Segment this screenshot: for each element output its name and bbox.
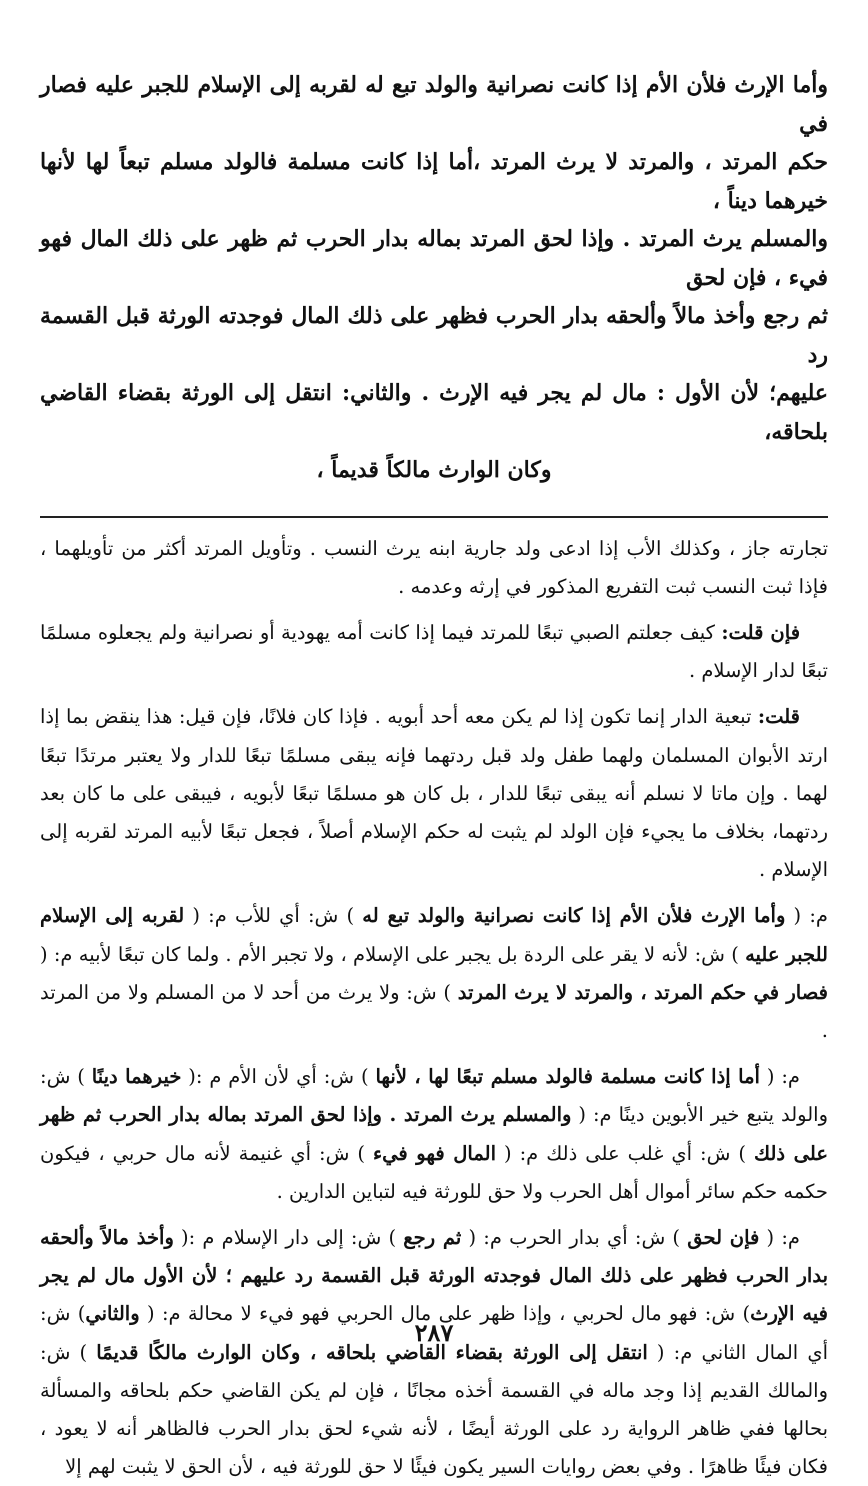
commentary-text: ) ش: إلى دار الإسلام م :( bbox=[174, 1226, 403, 1249]
commentary-paragraph bbox=[40, 1219, 828, 1486]
quoted-text: والثاني bbox=[85, 1302, 139, 1325]
quoted-text: انتقل إلى الورثة بقضاء القاضي بلحاقه ، وكان الوارث مالكًا قديمًا bbox=[96, 1341, 648, 1364]
quoted-text: المال فهو فيء bbox=[373, 1142, 496, 1165]
question-label: فإن قلت: bbox=[721, 621, 800, 644]
commentary-text: ) ش: أي بدار الحرب م: ( bbox=[461, 1226, 687, 1249]
page-number: ٢٨٧ bbox=[0, 1318, 868, 1347]
quoted-text: فصار في حكم المرتد ، والمرتد لا يرث المرتد bbox=[458, 981, 828, 1004]
marker: م: ( bbox=[785, 904, 828, 927]
commentary-paragraph bbox=[40, 698, 828, 889]
commentary-text: ) ش: لأنه لا يقر على الردة بل يجبر على الإسلام ، ولا تجبر الأم . ولما كان تبعًا لأبيه م: ( bbox=[40, 943, 745, 966]
commentary-text: ) ش: أي لأن الأم م :( bbox=[181, 1065, 375, 1088]
commentary-text: ) ش: أي غنيمة لأنه مال حربي ، فيكون حكمه حكم سائر أموال أهل الحرب ولا حق للورثة فيه لتباين الدارين . bbox=[40, 1142, 828, 1203]
quoted-text: أما إذا كانت مسلمة فالولد مسلم تبعًا لها ، لأنها bbox=[375, 1065, 760, 1088]
main-text-line: ثم رجع وأخذ مالاً وألحقه بدار الحرب فظهر على ذلك المال فوجدته الورثة قبل القسمة رد bbox=[40, 297, 828, 374]
main-text-line: حكم المرتد ، والمرتد لا يرث المرتد ،أما إذا كانت مسلمة فالولد مسلم تبعاً لها لأنها خيرهما ديناً ، bbox=[40, 143, 828, 220]
quoted-text: فإن لحق bbox=[687, 1226, 759, 1249]
quoted-text: وأخذ مالاً وألحقه بدار الحرب فظهر على ذلك المال فوجدته الورثة قبل القسمة رد عليهم ؛ لأن الأول مال لم يجر فيه الإرث bbox=[40, 1226, 828, 1325]
marker: م: ( bbox=[760, 1065, 800, 1088]
separator-rule bbox=[40, 516, 828, 518]
commentary-paragraph bbox=[40, 897, 828, 1050]
quoted-text: وأما الإرث فلأن الأم إذا كانت نصرانية والولد تبع له bbox=[362, 904, 785, 927]
main-text-line: عليهم؛ لأن الأول : مال لم يجر فيه الإرث . والثاني: انتقل إلى الورثة بقضاء القاضي بلحاقه، bbox=[40, 374, 828, 451]
main-text-line: والمسلم يرث المرتد . وإذا لحق المرتد بماله بدار الحرب ثم ظهر على ذلك المال فهو فيء ، فإن لحق bbox=[40, 220, 828, 297]
commentary-text: ) ش: والولد يتبع خير الأبوين دينًا م: ( bbox=[40, 1065, 828, 1126]
quoted-text: والمسلم يرث المرتد . وإذا لحق المرتد بماله بدار الحرب ثم ظهر على ذلك bbox=[40, 1103, 828, 1164]
commentary-text: ) ش: أي المال الثاني م: ( bbox=[40, 1302, 828, 1363]
commentary-text: ) ش: ولا يرث من أحد لا من المسلم ولا من المرتد . bbox=[40, 981, 828, 1042]
commentary-text: كيف جعلتم الصبي تبعًا للمرتد فيما إذا كانت أمه يهودية أو نصرانية ولم يجعلوه مسلمًا تبعًا لدار الإسلام . bbox=[40, 621, 828, 682]
commentary-text: تجارته جاز ، وكذلك الأب إذا ادعى ولد جارية ابنه يرث النسب . وتأويل المرتد أكثر من تأويلهما ، فإذا ثبت النسب ثبت التفريع المذكور في إرثه وعدمه . bbox=[40, 537, 828, 598]
commentary-text: تبعية الدار إنما تكون إذا لم يكن معه أحد أبويه . فإذا كان فلانًا، فإن قيل: هذا ينقض بما إذا ارتد الأبوان المسلمان ولهما طفل ولد قبل ردتهما فإنه يبقى مسلمًا تبعًا للدار ولا يعتبر مرتدًا تبعًا لهما . وإن ماتا لا نسلم أنه يبقى تبعًا للدار ، بل كان هو مسلمًا تبعًا لأبويه ، فيبقى على ما كان بعد ردتهما، بخلاف ما يجيء فإن الولد لم يثبت له حكم الإسلام أصلاً ، فجعل تبعًا لأبيه المرتد لقربه إلى الإسلام . bbox=[40, 705, 828, 881]
quoted-text: لقربه إلى الإسلام للجبر عليه bbox=[40, 904, 828, 965]
answer-label: قلت: bbox=[758, 705, 800, 728]
commentary-text: ) ش: أي غلب على ذلك م: ( bbox=[496, 1142, 754, 1165]
commentary-paragraph bbox=[40, 1058, 828, 1211]
marker: م: ( bbox=[759, 1226, 800, 1249]
quoted-text: ثم رجع bbox=[403, 1226, 461, 1249]
commentary-text: ) ش: أي للأب م: ( bbox=[184, 904, 362, 927]
quoted-text: خيرهما دينًا bbox=[92, 1065, 182, 1088]
main-text-block bbox=[40, 66, 828, 490]
main-text-line: وأما الإرث فلأن الأم إذا كانت نصرانية والولد تبع له لقربه إلى الإسلام للجبر عليه فصار في bbox=[40, 66, 828, 143]
commentary-text: ) ش: والمالك القديم إذا وجد ماله في القسمة أخذه مجانًا ، فإن لم يكن القاضي حكم بلحاقه والمسألة بحالها ففي ظاهر الرواية رد على الورثة أيضًا ، لأنه شيء لحق بدار الحرب فالظاهر أنه لا يعود ، فكان فيئًا ظاهرًا . وفي بعض روايات السير يكون فيئًا لا حق للورثة فيه ، لأن الحق لا يثبت لهم إلا bbox=[40, 1341, 828, 1479]
commentary-paragraph bbox=[40, 530, 828, 606]
main-text-line: وكان الوارث مالكاً قديماً ، bbox=[40, 451, 828, 490]
commentary-paragraph bbox=[40, 614, 828, 690]
commentary-text: ) ش: فهو مال لحربي ، وإذا ظهر على مال الحربي فهو فيء لا محالة م: ( bbox=[140, 1302, 750, 1325]
